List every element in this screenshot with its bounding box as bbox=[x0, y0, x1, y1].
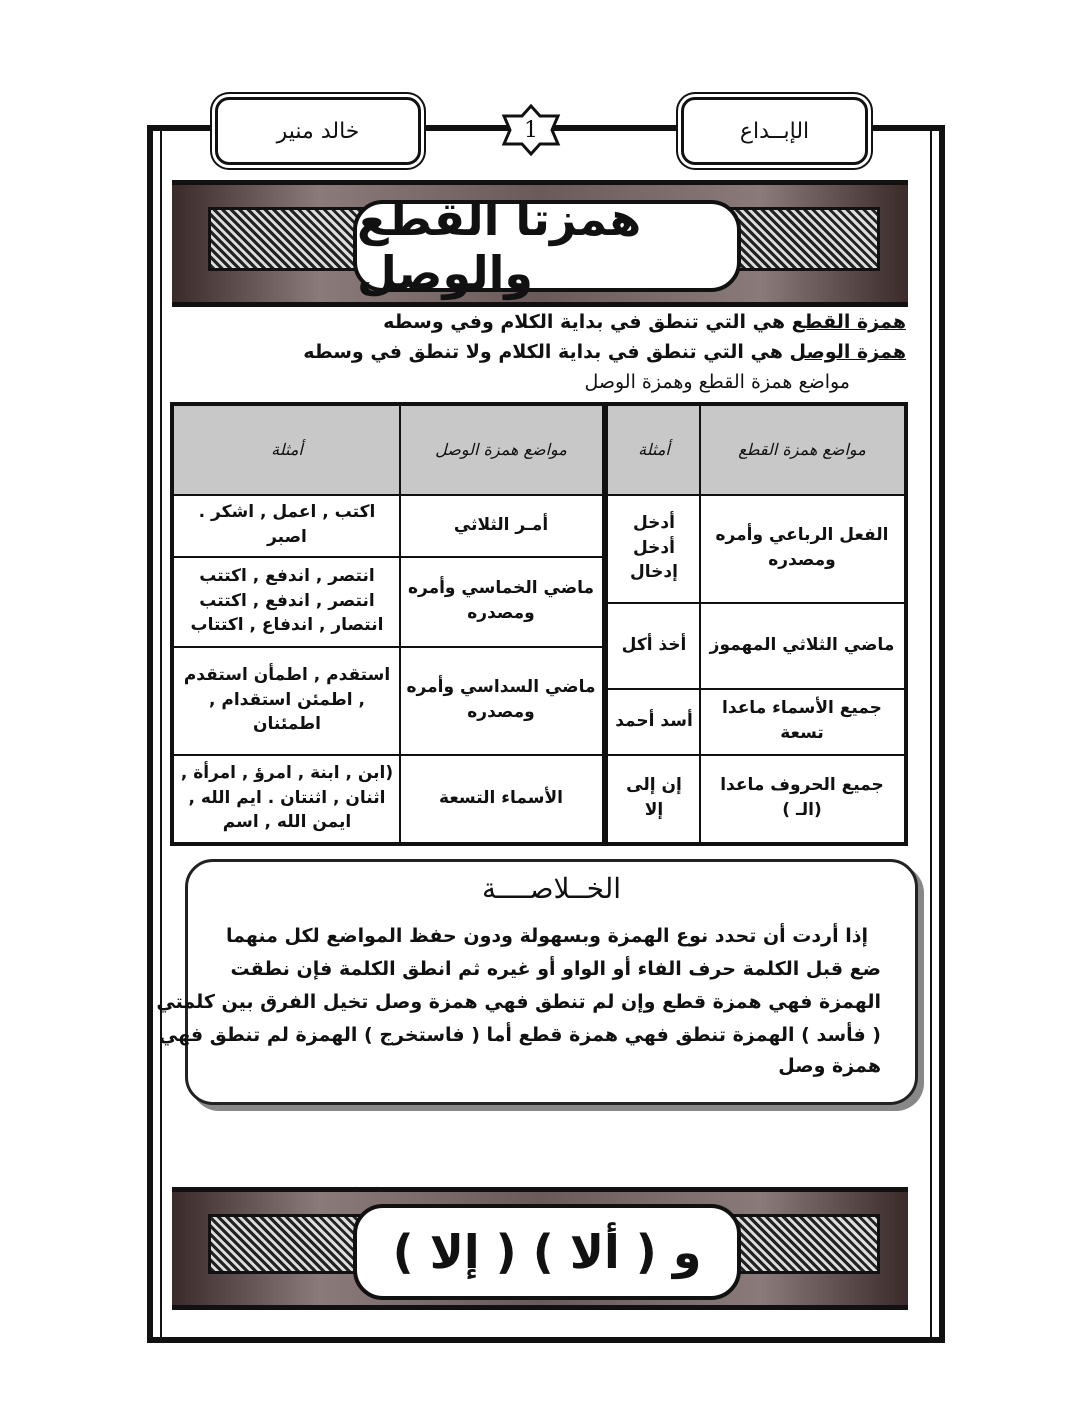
bottom-title-box bbox=[353, 1204, 741, 1300]
qat-term: همزة القطع bbox=[791, 311, 906, 333]
hamza-table bbox=[170, 402, 908, 846]
page-number: 1 bbox=[524, 117, 538, 143]
bottom-pattern-left bbox=[208, 1214, 366, 1274]
grid-line bbox=[174, 556, 602, 558]
summary-line-2: ضع قبل الكلمة حرف الفاء أو الواو أو غيره ثم انطق الكلمة فإن نطقت bbox=[230, 958, 881, 980]
qat-definition bbox=[383, 311, 906, 333]
bottom-title: ( إلا ) و ( ألا ) bbox=[392, 1225, 702, 1279]
header-qat-positions: مواضع همزة القطع bbox=[700, 406, 904, 494]
qat-row-2-examples: أخذ أكل bbox=[621, 634, 687, 655]
qat-row-3-position: جميع الأسماء ماعدا تسعة bbox=[722, 698, 882, 743]
qat-row-2-position: ماضي الثلاثي المهموز bbox=[709, 634, 895, 655]
series-name: الإبــداع bbox=[739, 118, 810, 144]
banner-pattern-right bbox=[722, 207, 880, 271]
wasl-row-3-position: ماضي السداسي وأمره ومصدره bbox=[406, 677, 596, 722]
table-divider bbox=[602, 406, 608, 842]
qat-row-3-examples: أسد أحمد bbox=[615, 710, 693, 731]
header-wasl-examples: أمثلة bbox=[174, 406, 400, 494]
grid-line bbox=[699, 406, 701, 842]
qat-row-1-examples: أدخل أدخل إدخال bbox=[630, 513, 678, 583]
wasl-definition bbox=[303, 341, 906, 363]
grid-line bbox=[174, 494, 904, 496]
table-subtitle: مواضع همزة القطع وهمزة الوصل bbox=[584, 371, 850, 393]
qat-row-4-position: جميع الحروف ماعدا (الـ ) bbox=[720, 775, 884, 820]
grid-line bbox=[608, 688, 904, 690]
bottom-pattern-right bbox=[722, 1214, 880, 1274]
author-name: خالد منير bbox=[276, 118, 360, 144]
banner-pattern-left bbox=[208, 207, 366, 271]
page-title: همزتا القطع والوصل bbox=[357, 192, 642, 300]
wasl-row-1-position: أمـر الثلاثي bbox=[453, 514, 549, 535]
wasl-row-4-examples: (ابن , ابنة , امرؤ , امرأة , اثنان , اثنتان . ايم الله , ايمن الله , اسم bbox=[180, 763, 394, 833]
page-title-box bbox=[353, 192, 741, 300]
summary-line-3: الهمزة فهي همزة قطع وإن لم تنطق فهي همزة وصل تخيل الفرق بين كلمتي bbox=[156, 991, 881, 1013]
wasl-text: هي التي تنطق في بداية الكلام ولا تنطق في وسطه bbox=[303, 341, 790, 363]
series-box bbox=[681, 97, 868, 165]
wasl-row-4-position: الأسماء التسعة bbox=[439, 787, 563, 808]
summary-line-5: همزة وصل bbox=[778, 1055, 881, 1077]
header-qat-examples: أمثلة bbox=[608, 406, 700, 494]
qat-text: هي التي تنطق في بداية الكلام وفي وسطه bbox=[383, 311, 792, 333]
summary-line-1: إذا أردت أن تحدد نوع الهمزة وبسهولة ودون حفظ المواضع لكل منهما bbox=[225, 925, 868, 947]
grid-line bbox=[399, 406, 401, 842]
author-box bbox=[215, 97, 421, 165]
grid-line bbox=[608, 602, 904, 604]
wasl-row-2-position: ماضي الخماسي وأمره ومصدره bbox=[407, 578, 595, 623]
grid-line bbox=[174, 646, 602, 648]
wasl-row-2-examples: انتصر , اندفع , اكتتب انتصر , اندفع , اكتتب انتصار , اندفاع , اكتتاب bbox=[190, 566, 384, 636]
page-number-badge bbox=[500, 104, 562, 156]
wasl-row-3-examples: استقدم , اطمأن استقدم , اطمئن استقدام , اطمئنان bbox=[183, 665, 391, 735]
qat-row-4-examples: إن إلى إلا bbox=[626, 775, 682, 820]
summary-title: الخــلاصــــة bbox=[481, 872, 622, 905]
wasl-term: همزة الوصل bbox=[789, 341, 906, 363]
summary-line-4: ( فأسد ) الهمزة تنطق فهي همزة قطع أما ( فاستخرج ) الهمزة لم تنطق فهي bbox=[158, 1024, 881, 1046]
header-wasl-positions: مواضع همزة الوصل bbox=[400, 406, 602, 494]
wasl-row-1-examples: اكتب , اعمل , اشكر . اصبر bbox=[198, 502, 376, 547]
grid-line bbox=[174, 754, 904, 756]
qat-row-1-position: الفعل الرباعي وأمره ومصدره bbox=[715, 525, 889, 570]
